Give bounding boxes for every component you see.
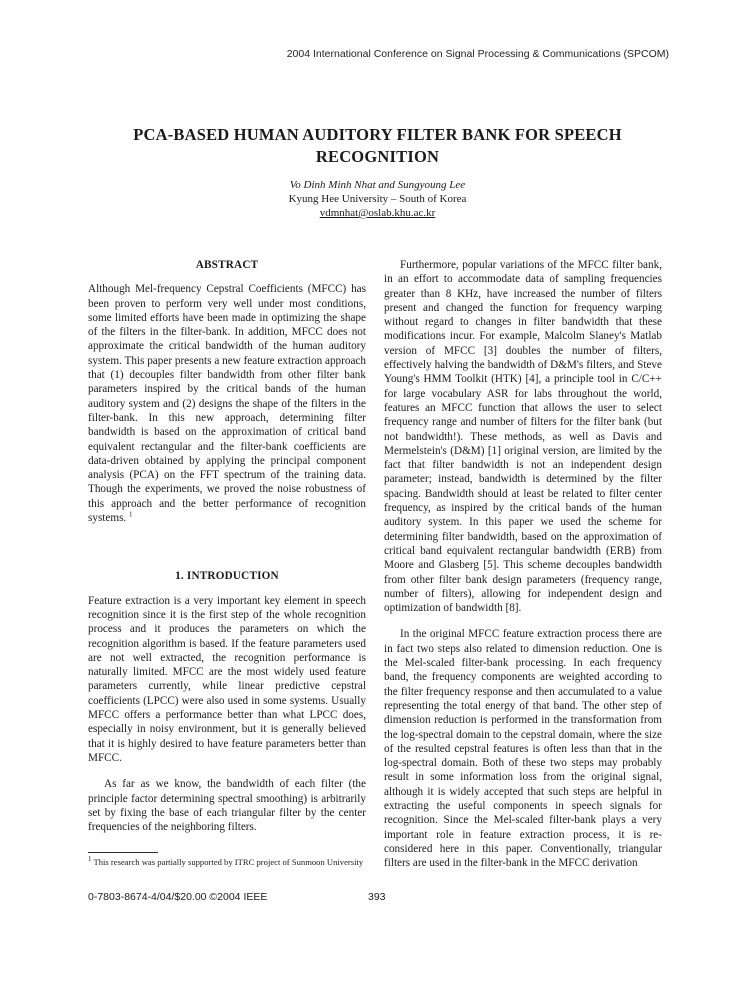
right-para-2: In the original MFCC feature extraction process there are in fact two steps also related to dimension reduction. One is the Mel-scaled filter-bank processing. In each frequency band, the frequency components are weighted according to the filter frequency response and then accumulated to a value representing the total energy of that band. The other step of dimension reduction is performed in the transformation from the log-spectral domain to the cepstral domain, where the size of the resulted cepstral features is often less than that in the log-spectral domain. Both of these two steps may probably result in some information loss from the original signal, although it is widely accepted that such steps are helpful in extracting the useful components in speech signals for recognition. Since the Mel-scaled filter-bank plays a very important role in feature extraction process, it is re-considered here in this paper. Conventionally, triangular filters are used in the filter-bank in the MFCC derivation xyxy=(384,628,662,870)
title-line-1: PCA-BASED HUMAN AUDITORY FILTER BANK FOR SPEECH xyxy=(133,125,622,144)
author-email[interactable]: vdmnhat@oslab.khu.ac.kr xyxy=(319,207,436,219)
footnote-divider xyxy=(88,852,158,853)
author-names: Vo Dinh Minh Nhat and Sungyoung Lee xyxy=(289,179,466,191)
introduction-heading: 1. INTRODUCTION xyxy=(175,570,279,583)
abstract-body xyxy=(88,282,366,525)
right-para-1: Furthermore, popular variations of the MFCC filter bank, in an effort to accommodate data of sampling frequencies greater than 8 KHz, have increased the number of filters present and changed the function for frequency warping without regard to changes in filter bandwidth that these modifications incur. For example, Malcolm Slaney's Matlab version of MFCC [3] doubles the number of filters, effectively halving the bandwidth of D&M's filters, and Steve Young's HMM Toolkit (HTK) [4], a principle tool in C/C++ for large vocabulary ASR for labs throughout the world, features an MFCC function that allows the user to select frequency range and number of filters for the filter bank (but not bandwidth!). These methods, as well as Davis and Mermelstein's (D&M) [1] original version, are limited by the fact that filter bandwidth is not an independent design parameter; instead, bandwidth is determined by the filter spacing. Bandwidth should at least be related to filter center frequency, as inspired by the critical bands of the human auditory system. In this paper we used the scheme for determining filter bandwidth, based on the approximation of critical band equivalent rectangular bandwidth (ERB) from Moore and Glasberg [5]. This scheme decouples bandwidth from other filter bank design parameters (frequency range, number of filters), allowing for independent design and optimization of bandwidth [8]. xyxy=(384,259,662,615)
abstract-footnote-mark: 1 xyxy=(129,510,133,519)
paper-title xyxy=(80,124,675,168)
introduction-para-1: Feature extraction is a very important key element in speech recognition since it is the first step of the whole recognition process and it produces the parameters on which the recognition algorithm is based. If the feature parameters used are not well extracted, the recognition performance is naturally limited. MFCC are the most widely used feature parameters currently, while linear predictive cepstral coefficients (LPCC) were also used in some systems. Usually MFCC offers a performance better than what LPCC does, especially in noisy environment, but it is generally believed that it is highly desired to have feature parameters better than MFCC. xyxy=(88,594,366,764)
footnote-text: This research was partially supported by ITRC project of Sunmoon University xyxy=(93,857,364,868)
footnote xyxy=(88,857,366,868)
left-column xyxy=(88,258,366,868)
footer-isbn: 0-7803-8674-4/04/$20.00 ©2004 IEEE xyxy=(88,891,268,903)
abstract-text: Although Mel-frequency Cepstral Coefficients (MFCC) has been proven to perform very well under most conditions, some limited efforts have been made in optimizing the shape of the filters in the filter-bank. In addition, MFCC does not approximate the critical bandwidth of the human auditory system. This paper presents a new feature extraction approach that (1) decouples filter bandwidth from other filter bank parameters inspired by the critical bands of the human auditory system and (2) designs the shape of the filters in the filter-bank. In this new approach, determining filter bandwidth is based on the approximation of critical band equivalent rectangular and the filter-bank coefficients are data-driven obtained by applying the principal component analysis (PCA) on the FFT spectrum of the training data. Though the experiments, we proved the noise robustness of this approach and the better performance of recognition systems. xyxy=(88,283,366,525)
abstract-heading: ABSTRACT xyxy=(195,259,259,271)
right-column xyxy=(384,258,662,870)
conference-header: 2004 International Conference on Signal Processing & Communications (SPCOM) xyxy=(286,48,669,60)
page-number: 393 xyxy=(368,891,386,903)
author-affiliation: Kyung Hee University – South of Korea xyxy=(288,193,467,205)
footnote-mark: 1 xyxy=(88,855,92,864)
author-block xyxy=(150,178,605,220)
introduction-para-2: As far as we know, the bandwidth of each filter (the principle factor determining spectral smoothing) is arbitrarily set by fixing the base of each triangular filter by the center frequencies of the neighboring filters. xyxy=(88,778,366,834)
title-line-2: RECOGNITION xyxy=(315,147,440,166)
